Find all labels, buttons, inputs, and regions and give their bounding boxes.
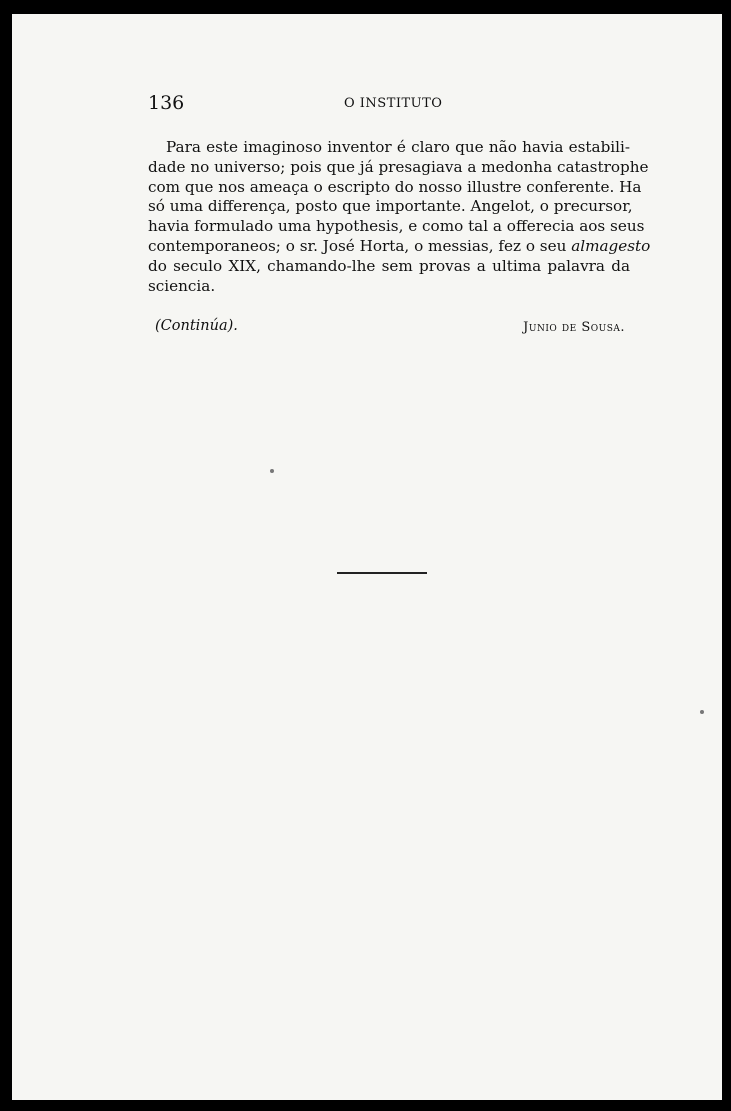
roman-numeral: XIX: [228, 256, 257, 275]
ink-speck: [270, 469, 274, 473]
text-line: sciencia.: [148, 276, 216, 295]
text-segment: do seculo: [148, 256, 223, 275]
continuation-note: (Continúa).: [155, 318, 238, 334]
text-segment: contemporaneos; o sr. José Horta, o messias, fez o seu: [148, 236, 567, 255]
text-line: Para este imaginoso inventor é claro que não havia estabili-: [166, 138, 630, 156]
text-line: com que nos ameaça o escripto do nosso illustre conferente. Ha: [148, 177, 642, 196]
text-segment: , chamando-lhe sem provas a ultima palavra da: [256, 256, 630, 275]
page-header: [148, 92, 630, 120]
body-paragraph: [148, 138, 651, 296]
text-line: havia formulado uma hypothesis, e como tal a offerecia aos seus: [148, 217, 645, 236]
article-footer: [155, 318, 625, 342]
ink-speck: [700, 710, 704, 714]
italic-term: almagesto: [571, 236, 651, 255]
page-number: 136: [148, 92, 185, 114]
text-line: [148, 236, 651, 257]
text-line: só uma differença, posto que importante. Angelot, o precursor,: [148, 197, 633, 216]
running-title: O INSTITUTO: [344, 96, 443, 111]
section-divider: [337, 572, 427, 574]
text-line: dade no universo; pois que já presagiava a medonha catastrophe: [148, 157, 649, 176]
author-signature: Junio de Sousa.: [523, 320, 625, 335]
text-line: [148, 257, 630, 277]
